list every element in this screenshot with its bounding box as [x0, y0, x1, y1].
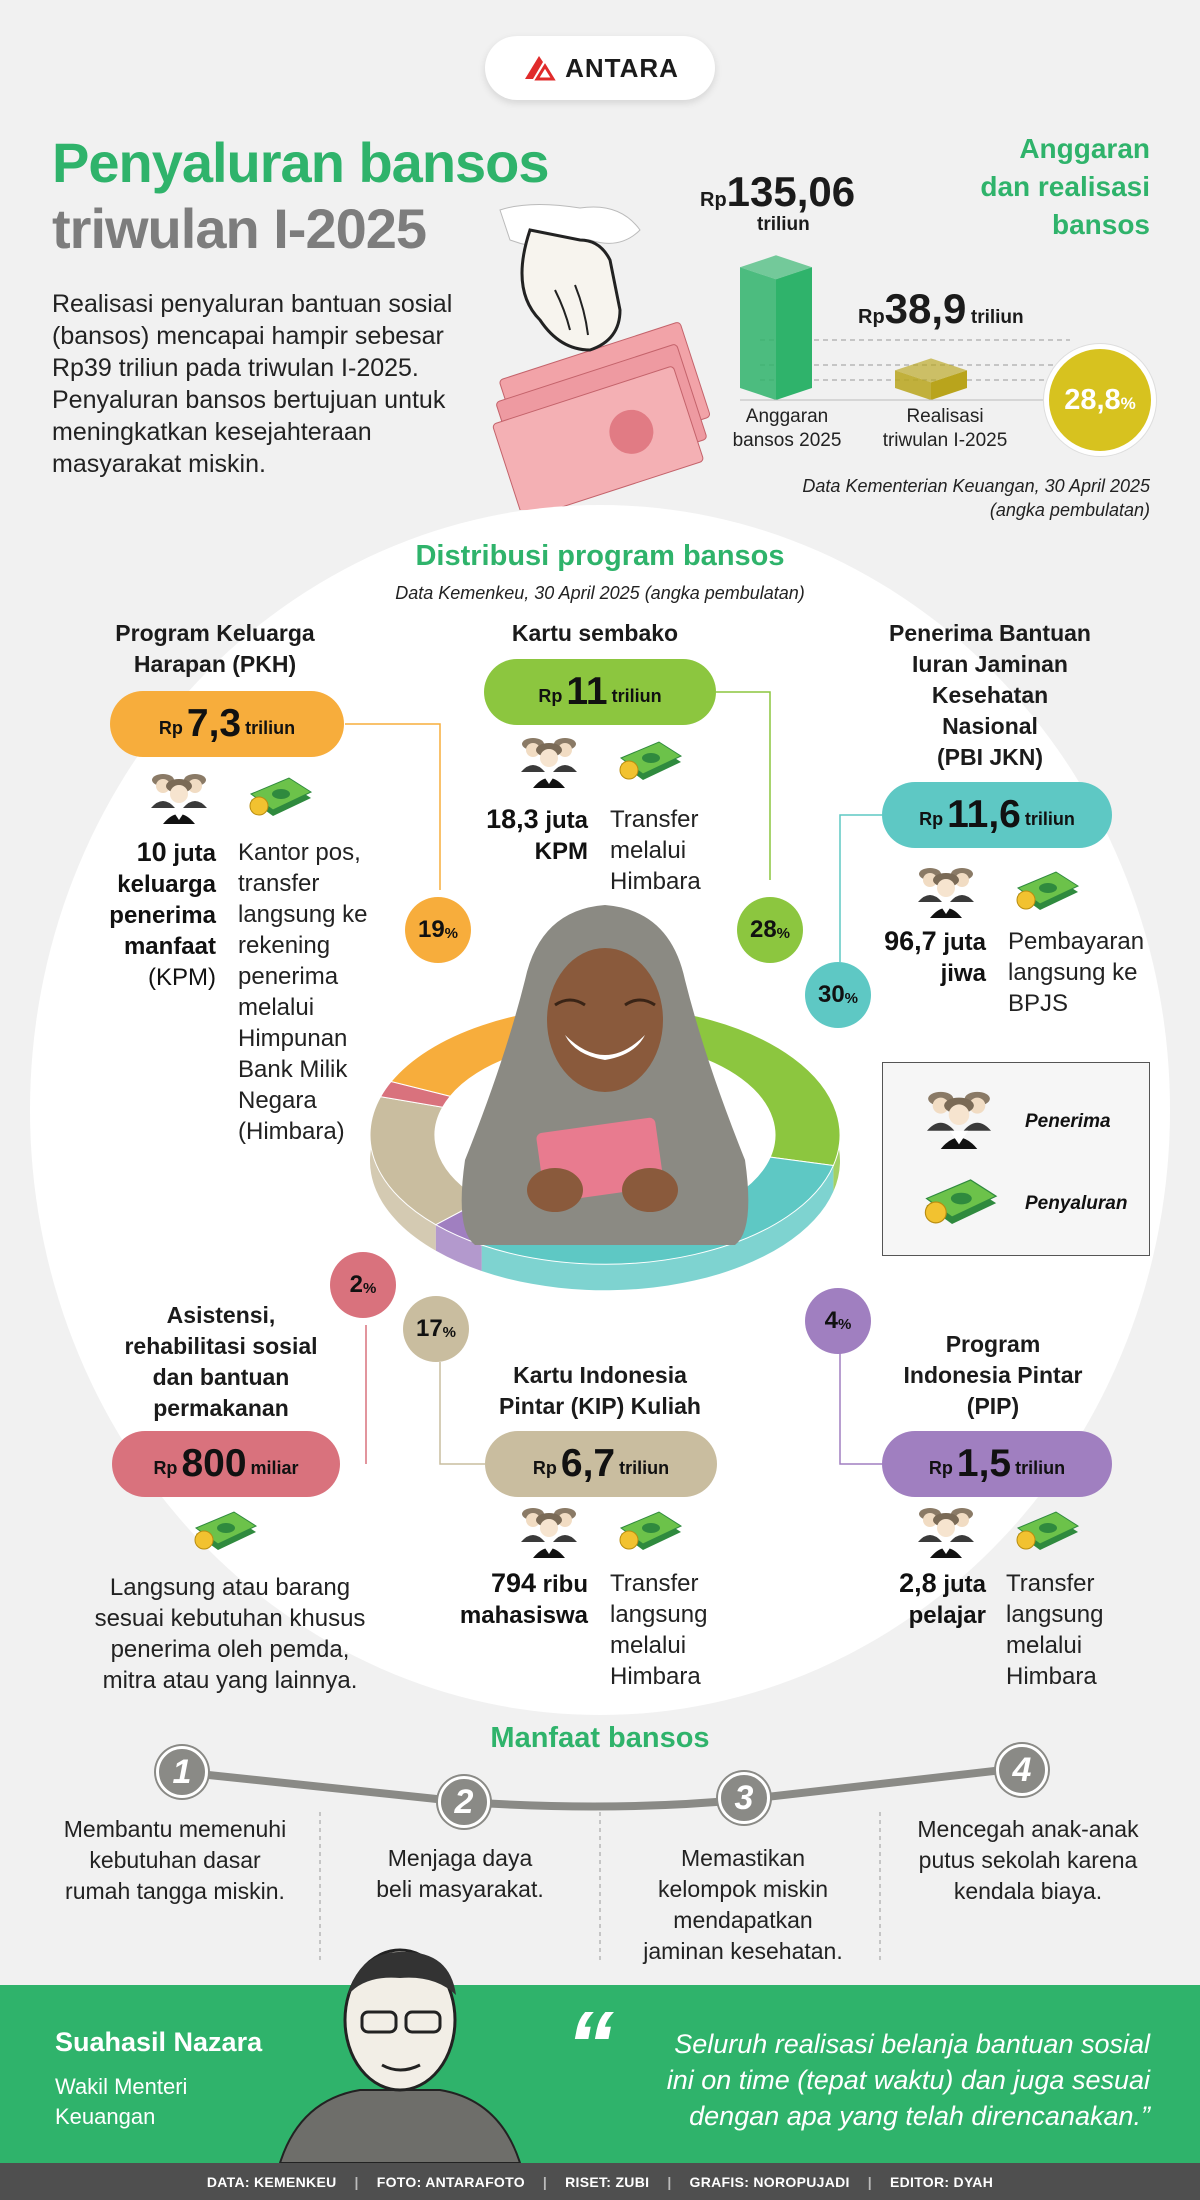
pip-channel: Transfer langsung melalui Himbara — [1006, 1570, 1104, 1690]
sembako-percent: 28 % — [737, 897, 803, 963]
pkh-channel: Kantor pos, transfer langsung ke rekening penerima melalui Himpunan Bank Milik Negara (Himbara) — [238, 839, 368, 1145]
speaker-role: Wakil Menteri Keuangan — [55, 2074, 188, 2129]
benefits-title: Manfaat bansos — [490, 1722, 710, 1754]
sembako-amount-pill: Rp 11 triliun — [484, 659, 716, 725]
pbi-percent: 30 % — [805, 962, 871, 1028]
kip-title: Kartu Indonesia Pintar (KIP) Kuliah — [499, 1362, 701, 1419]
sembako-recipients: 18,3 juta KPM — [486, 804, 588, 865]
quote-mark-icon: “ — [566, 1992, 614, 2099]
kip-amount-pill: Rp 6,7 triliun — [485, 1431, 717, 1497]
pip-percent: 4 % — [805, 1288, 871, 1354]
pkh-amount-pill: Rp 7,3 triliun — [110, 691, 344, 757]
credit-data: DATA: KEMENKEU — [206, 2173, 337, 2190]
speaker-portrait — [270, 1940, 530, 2163]
budget-source: Data Kementerian Keuangan, 30 April 2025 (angka pembulatan) — [802, 476, 1150, 520]
pbi-recipients: 96,7 juta jiwa — [884, 926, 986, 987]
pkh-title: Program Keluarga Harapan (PKH) — [115, 620, 315, 677]
benefit-text-3: Memastikan kelompok miskin mendapatkan jaminan kesehatan. — [643, 1845, 843, 1964]
pbi-channel: Pembayaran langsung ke BPJS — [1008, 928, 1145, 1017]
distribution-title: Distribusi program bansos — [415, 540, 785, 572]
asistensi-amount-pill: Rp 800 miliar — [112, 1431, 340, 1497]
anggaran-unit: triliun — [757, 214, 810, 235]
realisasi-percent-badge: 28,8 % — [1044, 344, 1156, 456]
page-title-line1: Penyaluran bansos — [52, 131, 549, 194]
pip-recipients: 2,8 juta pelajar — [899, 1568, 986, 1629]
pkh-recipients: 10 juta keluarga penerima manfaat (KPM) — [109, 837, 216, 991]
benefit-number-1: 1 — [156, 1746, 208, 1798]
credit-grafis: GRAFIS: NOROPUJADI — [689, 2173, 850, 2190]
intro-paragraph: Realisasi penyaluran bantuan sosial (bansos) mencapai hampir sebesar Rp39 triliun pada triwulan I-2025. Penyaluran bansos bertujuan untuk meningkatkan kesejahteraan masyarakat miskin. — [52, 290, 453, 478]
pkh-percent: 19 % — [405, 897, 471, 963]
legend-penyaluran: Penyaluran — [1025, 1193, 1128, 1214]
benefit-text-4: Mencegah anak-anak putus sekolah karena kendala biaya. — [917, 1816, 1139, 1904]
distribution-source: Data Kemenkeu, 30 April 2025 (angka pembulatan) — [395, 583, 805, 603]
page-title-line2: triwulan I-2025 — [52, 197, 427, 260]
pbi-title: Penerima Bantuan Iuran Jaminan Kesehatan Nasional (PBI JKN) — [889, 620, 1091, 770]
sembako-channel: Transfer melalui Himbara — [610, 806, 701, 895]
realisasi-label: Realisasi triwulan I-2025 — [882, 406, 1008, 451]
credits-bar: DATA: KEMENKEU | FOTO: ANTARAFOTO | RISET: ZUBI | GRAFIS: NOROPUJADI | EDITOR: DYAH — [0, 2163, 1200, 2200]
logo-text: ANTARA — [565, 52, 679, 83]
benefit-number-4: 4 — [996, 1744, 1048, 1796]
credit-editor: EDITOR: DYAH — [889, 2173, 994, 2190]
credit-foto: FOTO: ANTARAFOTO — [376, 2173, 525, 2190]
speaker-name: Suahasil Nazara — [55, 2027, 263, 2057]
pip-title: Program Indonesia Pintar (PIP) — [903, 1331, 1083, 1419]
benefit-text-1: Membantu memenuhi kebutuhan dasar rumah tangga miskin. — [63, 1816, 287, 1904]
quote-text: Seluruh realisasi belanja bantuan sosial ini on time (tepat waktu) dan juga sesuai dengan apa yang telah direncanakan.” — [666, 2029, 1150, 2131]
anggaran-value: Rp135,06 — [700, 168, 856, 215]
budget-heading: Anggaran dan realisasi bansos — [980, 133, 1150, 240]
kip-percent: 17 % — [403, 1296, 469, 1362]
benefit-text-2: Menjaga daya beli masyarakat. — [376, 1845, 544, 1902]
asistensi-percent: 2 % — [330, 1252, 396, 1318]
asistensi-channel: Langsung atau barang sesuai kebutuhan khusus penerima oleh pemda, mitra atau yang lainnya. — [94, 1574, 366, 1694]
benefit-number-2: 2 — [438, 1776, 490, 1828]
kip-recipients: 794 ribu mahasiswa — [459, 1568, 588, 1629]
credit-riset: RISET: ZUBI — [565, 2173, 650, 2190]
asistensi-title: Asistensi, rehabilitasi sosial dan bantuan permakanan — [124, 1302, 318, 1421]
realisasi-value: Rp38,9 triliun — [858, 285, 1024, 332]
kip-channel: Transfer langsung melalui Himbara — [610, 1570, 708, 1690]
pip-amount-pill: Rp 1,5 triliun — [882, 1431, 1112, 1497]
benefit-number-3: 3 — [718, 1772, 770, 1824]
sembako-title: Kartu sembako — [511, 620, 679, 646]
legend-penerima: Penerima — [1025, 1111, 1111, 1132]
anggaran-label: Anggaran bansos 2025 — [732, 406, 842, 451]
pbi-amount-pill: Rp 11,6 triliun — [882, 782, 1112, 848]
